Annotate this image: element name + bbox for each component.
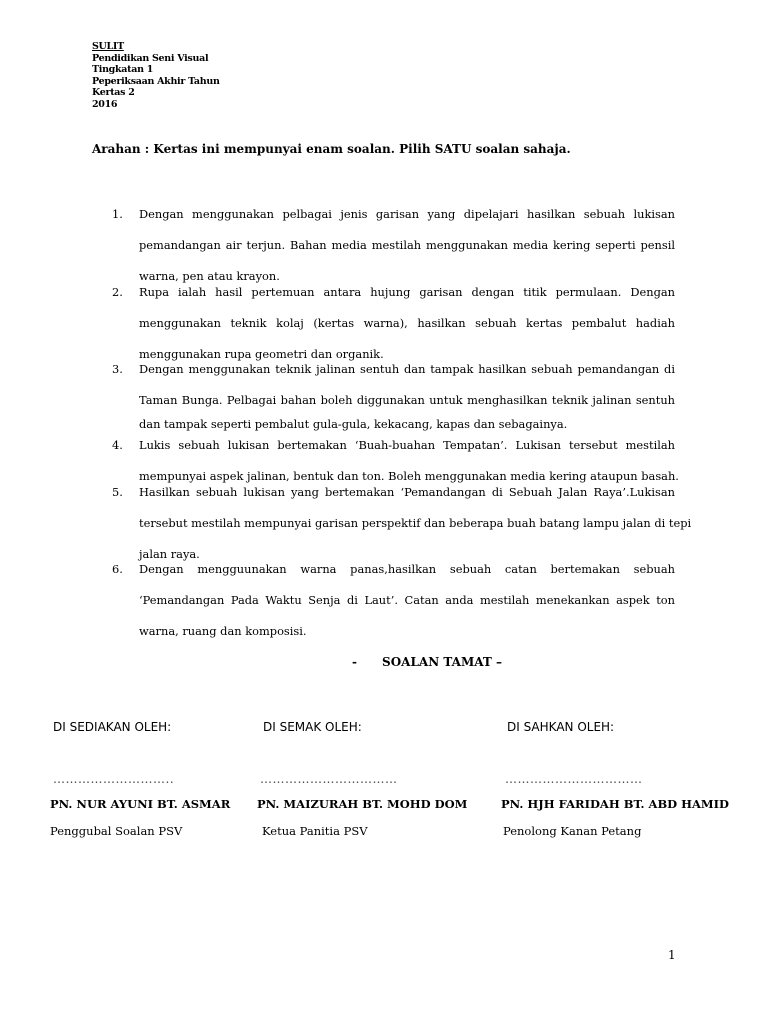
question-line: dan tampak seperti pembalut gula-gula, kekacang, kapas dan sebagainya. — [139, 417, 568, 431]
question-number: 6. — [112, 562, 123, 576]
question-line: tersebut mestilah mempunyai garisan perspektif dan beberapa buah batang lampu jalan di tepi — [139, 516, 692, 530]
question-line: menggunakan rupa geometri dan organik. — [139, 347, 384, 361]
approver-name: PN. HJH FARIDAH BT. ABD HAMID — [501, 797, 730, 811]
classification-label: SULIT — [92, 41, 124, 52]
question-line: Rupa ialah hasil pertemuan antara hujung garisan dengan titik permulaan. Dengan — [139, 285, 675, 299]
question-line: mempunyai aspek jalinan, bentuk dan ton. Boleh menggunakan media kering ataupun basah. — [139, 469, 679, 483]
question-number: 3. — [112, 362, 123, 376]
signature-line: …………………………… — [505, 772, 643, 786]
question-line: pemandangan air terjun. Bahan media mestilah menggunakan media kering seperti pensil — [139, 238, 675, 252]
signature-line: ……………………….. — [53, 772, 175, 786]
question-number: 5. — [112, 485, 123, 499]
question-number: 1. — [112, 207, 123, 221]
form-label: Tingkatan 1 — [92, 64, 154, 76]
question-line: Lukis sebuah lukisan bertemakan ‘Buah-buahan Tempatan’. Lukisan tersebut mestilah — [139, 438, 675, 452]
question-line: menggunakan teknik kolaj (kertas warna), hasilkan sebuah kertas pembalut hadiah — [139, 316, 675, 330]
approved-by-label: DI SAHKAN OLEH: — [507, 720, 615, 734]
year-label: 2016 — [92, 98, 118, 110]
prepared-by-label: DI SEDIAKAN OLEH: — [53, 720, 172, 734]
question-line: Dengan menggunakan pelbagai jenis garisan yang dipelajari hasilkan sebuah lukisan — [139, 207, 675, 221]
question-4 — [112, 438, 679, 483]
approver-title: Penolong Kanan Petang — [503, 824, 642, 838]
document-header — [92, 41, 220, 111]
question-1 — [112, 207, 675, 283]
end-of-questions: - SOALAN TAMAT – — [352, 655, 502, 669]
question-number: 2. — [112, 285, 123, 299]
question-line: Dengan menggunakan teknik jalinan sentuh dan tampak hasilkan sebuah pemandangan di — [139, 362, 675, 376]
preparer-title: Penggubal Soalan PSV — [50, 824, 183, 838]
question-2 — [112, 285, 675, 361]
question-line: Hasilkan sebuah lukisan yang bertemakan ‘Pemandangan di Sebuah Jalan Raya’.Lukisan — [139, 485, 675, 499]
checker-title: Ketua Panitia PSV — [262, 824, 368, 838]
question-line: ‘Pemandangan Pada Waktu Senja di Laut’. Catan anda mestilah menekankan aspek ton — [139, 593, 675, 607]
question-3 — [112, 362, 675, 431]
instruction-text: Arahan : Kertas ini mempunyai enam soalan. Pilih SATU soalan sahaja. — [92, 142, 571, 156]
paper-label: Kertas 2 — [92, 87, 135, 99]
preparer-name: PN. NUR AYUNI BT. ASMAR — [50, 797, 231, 811]
exam-label: Peperiksaan Akhir Tahun — [92, 75, 220, 87]
subject-label: Pendidikan Seni Visual — [92, 52, 209, 64]
question-number: 4. — [112, 438, 123, 452]
question-line: warna, ruang dan komposisi. — [139, 624, 307, 638]
question-6 — [112, 562, 675, 638]
question-line: warna, pen atau krayon. — [139, 269, 280, 283]
question-line: Taman Bunga. Pelbagai bahan boleh diggunakan untuk menghasilkan teknik jalinan sentuh — [139, 393, 675, 407]
checked-by-label: DI SEMAK OLEH: — [263, 720, 362, 734]
page-number: 1 — [668, 948, 676, 962]
signature-line: …………………………… — [260, 772, 398, 786]
question-line: jalan raya. — [139, 547, 200, 561]
question-line: Dengan mengguunakan warna panas,hasilkan sebuah catan bertemakan sebuah — [139, 562, 675, 576]
checker-name: PN. MAIZURAH BT. MOHD DOM — [257, 797, 468, 811]
question-5 — [112, 485, 692, 561]
